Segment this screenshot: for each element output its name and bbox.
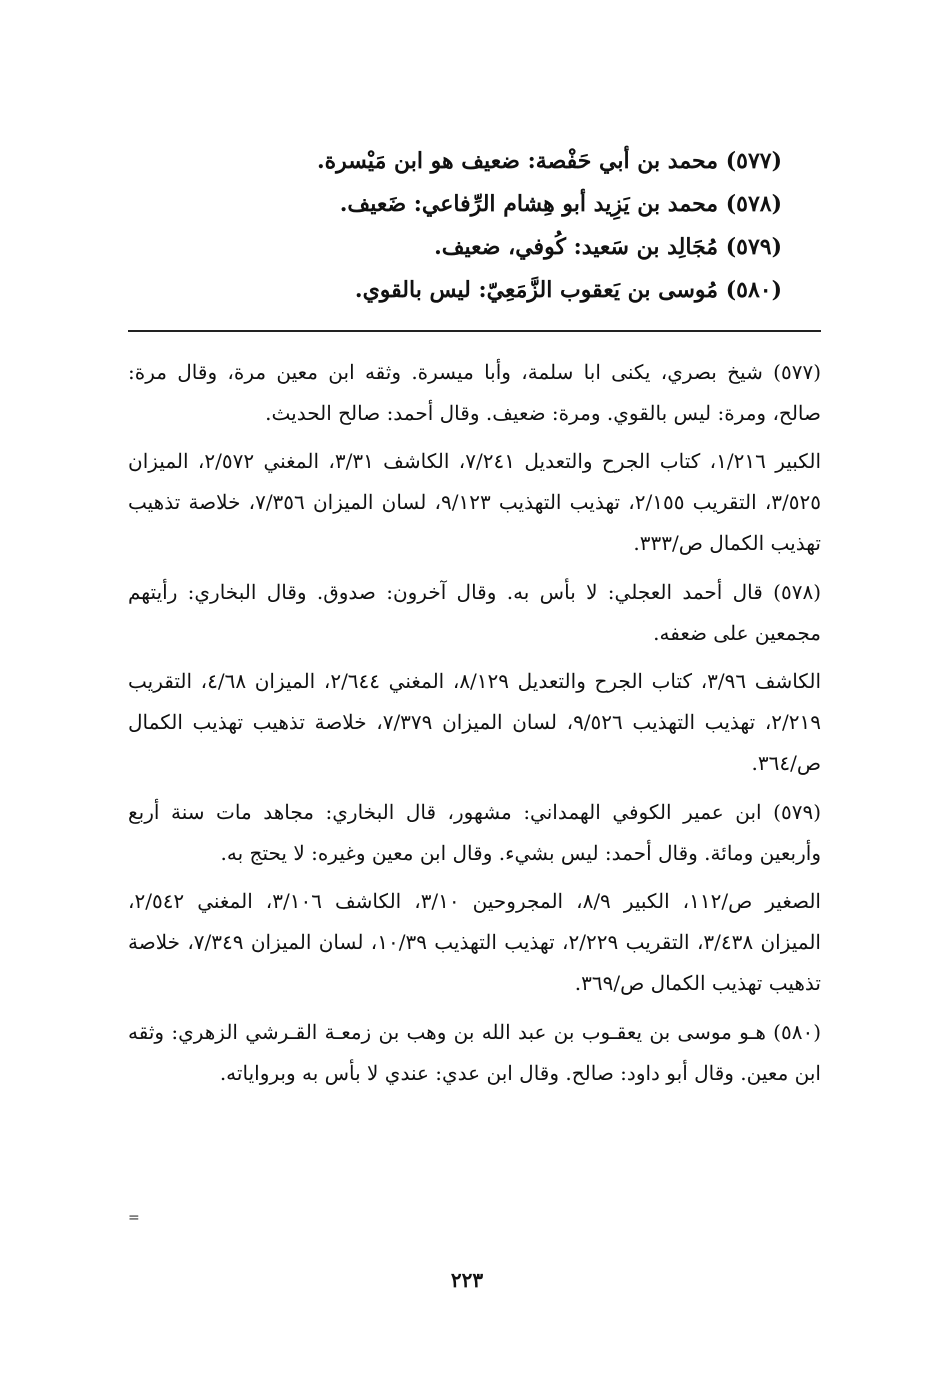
footnote-577: [128, 352, 821, 564]
footnote-text: (٥٧٧) شيخ بصري، يكنى ابا سلمة، وأبا ميسرة. وثقه ابن معين مرة، وقال مرة: صالح، ومرة: ليس بالقوي. ومرة: ضعيف. وقال أحمد: صالح الحديث.: [128, 360, 821, 425]
footnote-references: الكاشف ٣/٩٦، كتاب الجرح والتعديل ٨/١٢٩، المغني ٢/٦٤٤، الميزان ٤/٦٨، التقريب ٢/٢١٩، تهذيب التهذيب ٩/٥٢٦، لسان الميزان ٧/٣٧٩، خلاصة تذهيب تهذيب الكمال ص/٣٦٤.: [128, 669, 821, 775]
footnote-text: (٥٧٩) ابن عمير الكوفي الهمداني: مشهور، قال البخاري: مجاهد مات سنة أربع وأربعين ومائة. وقال أحمد: ليس بشيء. وقال ابن معين وغيره: لا يحتج به.: [128, 800, 821, 865]
continuation-mark: =: [128, 1210, 140, 1226]
main-entries: [222, 140, 782, 312]
footnote-579: [128, 792, 821, 1004]
footnote-references: الصغير ص/١١٢، الكبير ٨/٩، المجروحين ٣/١٠، الكاشف ٣/١٠٦، المغني ٢/٥٤٢، الميزان ٣/٤٣٨، التقريب ٢/٢٢٩، تهذيب التهذيب ١٠/٣٩، لسان الميزان ٧/٣٤٩، خلاصة تذهيب تهذيب الكمال ص/٣٦٩.: [128, 889, 821, 995]
footnote-text: (٥٧٨) قال أحمد العجلي: لا بأس به. وقال آخرون: صدوق. وقال البخاري: رأيتهم مجمعين على ضعفه.: [128, 580, 821, 645]
footnote-references: الكبير ١/٢١٦، كتاب الجرح والتعديل ٧/٢٤١، الكاشف ٣/٣١، المغني ٢/٥٧٢، الميزان ٣/٥٢٥، التقريب ٢/١٥٥، تهذيب التهذيب ٩/١٢٣، لسان الميزان ٧/٣٥٦، خلاصة تذهيب تهذيب الكمال ص/٣٣٣.: [128, 449, 822, 555]
main-entry-579: (٥٧٩) مُجَالِد بن سَعيد: كُوفي، ضعيف.: [434, 234, 782, 260]
footnote-580: [128, 1012, 821, 1094]
footnotes: [128, 352, 821, 1102]
main-entry-578: (٥٧٨) محمد بن يَزِيد أبو هِشام الرِّفاعي: ضَعيف.: [339, 191, 782, 217]
footnote-divider: [128, 330, 821, 332]
footnote-578: [128, 572, 821, 784]
main-entry-580: (٥٨٠) مُوسى بن يَعقوب الزَّمَعِيّ: ليس بالقوي.: [354, 277, 782, 303]
main-entry-577: (٥٧٧) محمد بن أبي حَفْصة: ضعيف هو ابن مَيْسرة.: [316, 148, 782, 174]
page-number: ٢٢٣: [450, 1268, 484, 1292]
footnote-text: (٥٨٠) هـو موسى بن يعقـوب بن عبد الله بن وهب بن زمعـة القـرشي الزهري: وثقه ابن معين. وقال أبو داود: صالح. وقال ابن عدي: عندي لا بأس به وبرواياته.: [128, 1020, 821, 1085]
